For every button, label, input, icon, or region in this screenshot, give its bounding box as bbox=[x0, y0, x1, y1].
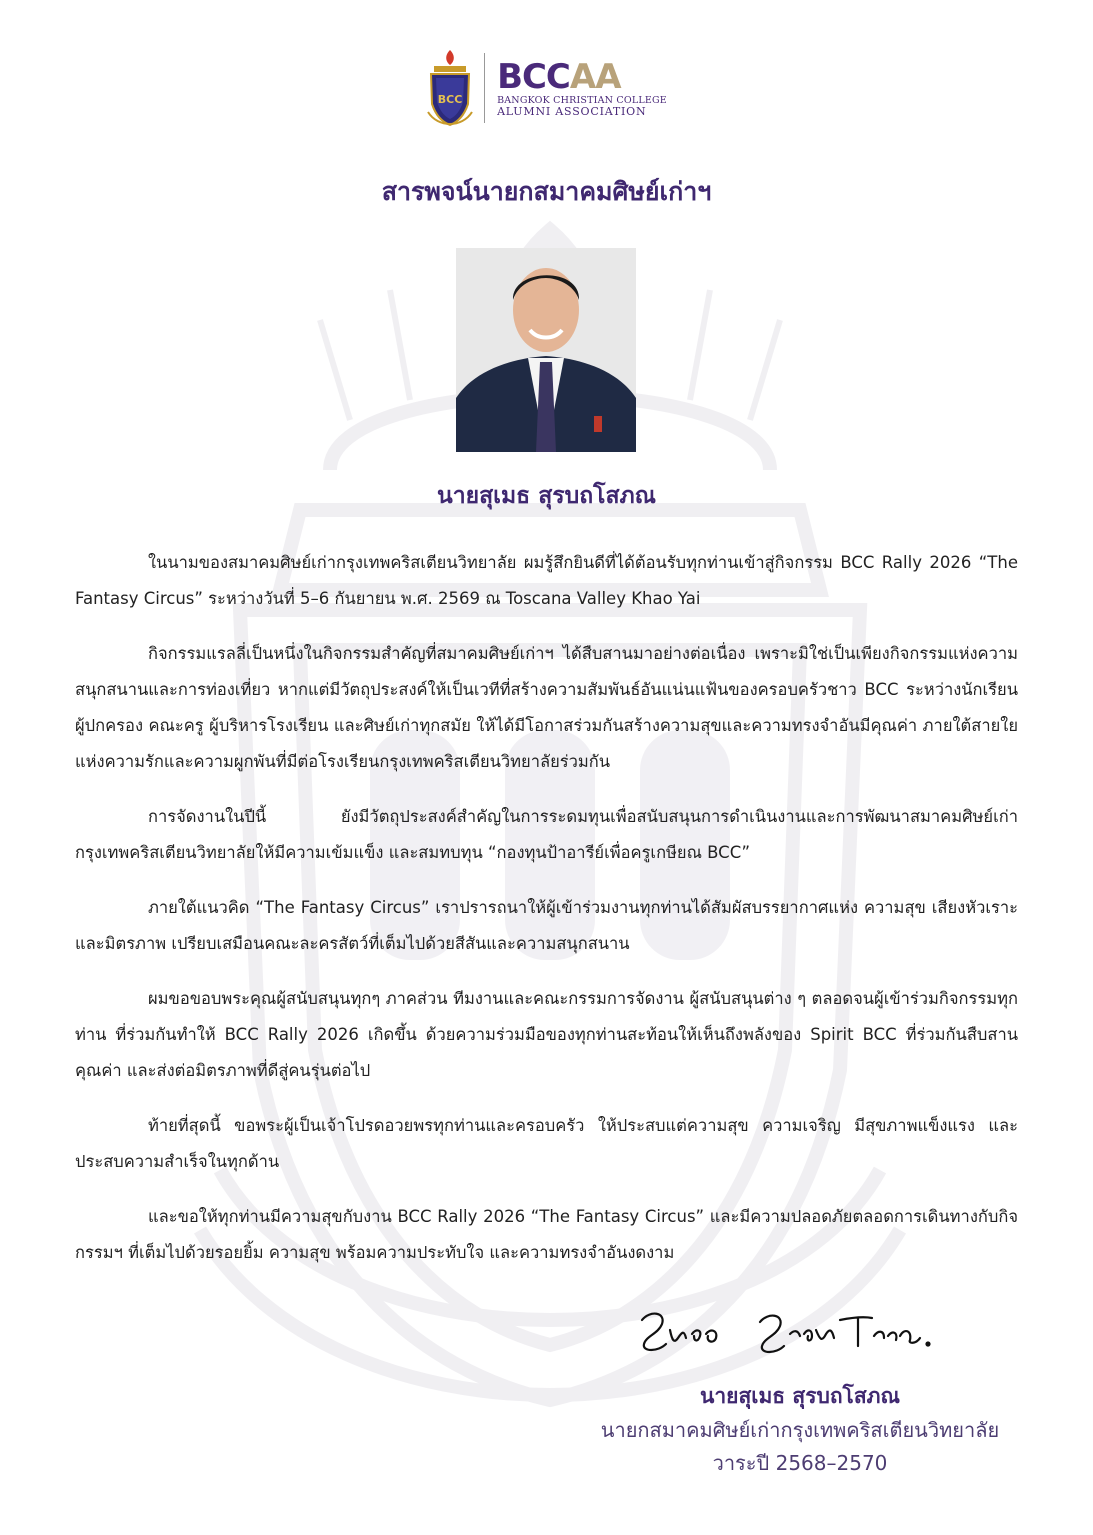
author-name: นายสุเมธ สุรบถโสภณ bbox=[436, 483, 657, 509]
paragraph: ท้ายที่สุดนี้ ขอพระผู้เป็นเจ้าโปรดอวยพรทุกท่านและครอบครัว ให้ประสบแต่ความสุข ความเจริญ มีสุขภาพแข็งแรง และประสบความสำเร็จในทุกด้าน bbox=[75, 1116, 1018, 1171]
bccaa-wordmark: BCCAA bbox=[497, 56, 621, 97]
author-portrait bbox=[456, 248, 636, 452]
paragraph: กิจกรรมแรลลี่เป็นหนึ่งในกิจกรรมสำคัญที่สมาคมศิษย์เก่าฯ ได้สืบสานมาอย่างต่อเนื่อง เพราะมิใช่เป็นเพียงกิจกรรมแห่งความสนุกสนานและการท่องเที่ยว หากแต่มีวัตถุประสงค์ให้เป็นเวทีที่สร้างความสัมพันธ์อันแน่นแฟ้นของครอบครัวชาว BCC ระหว่างนักเรียน ผู้ปกครอง คณะครู ผู้บริหารโรงเรียน และศิษย์เก่าทุกสมัย ให้ได้มีโอกาสร่วมกันสร้างความสุขและความทรงจำอันมีคุณค่า ภายใต้สายใยแห่งความรักและความผูกพันที่มีต่อโรงเรียนกรุงเทพคริสเตียนวิทยาลัยร่วมกัน bbox=[75, 644, 1018, 771]
bccaa-subtitle-2: ALUMNI ASSOCIATION bbox=[497, 104, 647, 118]
handwritten-signature bbox=[636, 1300, 936, 1360]
paragraph: ผมขอขอบพระคุณผู้สนับสนุนทุกๆ ภาคส่วน ทีมงานและคณะกรรมการจัดงาน ผู้สนับสนุนต่าง ๆ ตลอดจนผู้เข้าร่วมกิจกรรมทุกท่าน ที่ร่วมกันทำให้ BCC Rally 2026 เกิดขึ้น ด้วยความร่วมมือของทุกท่านสะท้อนให้เห็นถึงพลังของ Spirit BCC ที่ร่วมกันสืบสานคุณค่า และส่งต่อมิตรภาพที่ดีสู่คนรุ่นต่อไป bbox=[75, 989, 1018, 1080]
crest-letters: BCC bbox=[437, 93, 463, 106]
school-crest-icon bbox=[426, 48, 474, 128]
header-logos bbox=[0, 48, 1093, 128]
letter-body bbox=[75, 545, 1018, 1290]
paragraph: ภายใต้แนวคิด “The Fantasy Circus” เราปรารถนาให้ผู้เข้าร่วมงานทุกท่านได้สัมผัสบรรยากาศแห่ง ความสุข เสียงหัวเราะ และมิตรภาพ เปรียบเสมือนคณะละครสัตว์ที่เต็มไปด้วยสีสันและความสนุกสนาน bbox=[75, 898, 1018, 953]
signoff-position: นายกสมาคมศิษย์เก่ากรุงเทพคริสเตียนวิทยาลัย bbox=[600, 1418, 1000, 1442]
bccaa-subtitle-1: BANGKOK CHRISTIAN COLLEGE bbox=[497, 94, 667, 106]
paragraph: ในนามของสมาคมศิษย์เก่ากรุงเทพคริสเตียนวิทยาลัย ผมรู้สึกยินดีที่ได้ต้อนรับทุกท่านเข้าสู่กิจกรรม BCC Rally 2026 “The Fantasy Circus” ระหว่างวันที่ 5–6 กันยายน พ.ศ. 2569 ณ Toscana Valley Khao Yai bbox=[75, 553, 1018, 608]
paragraph: และขอให้ทุกท่านมีความสุขกับงาน BCC Rally 2026 “The Fantasy Circus” และมีความปลอดภัยตลอดการเดินทางกับกิจกรรมฯ ที่เต็มไปด้วยรอยยิ้ม ความสุข พร้อมความประทับใจ และความทรงจำอันงดงาม bbox=[75, 1207, 1018, 1262]
signoff-name: นายสุเมธ สุรบถโสภณ bbox=[700, 1384, 900, 1408]
signoff-term: วาระปี 2568–2570 bbox=[712, 1451, 888, 1475]
logo-divider bbox=[484, 53, 485, 123]
bccaa-logo bbox=[497, 56, 667, 118]
page-title: สารพจน์นายกสมาคมศิษย์เก่าฯ bbox=[381, 177, 712, 206]
paragraph: การจัดงานในปีนี้ ยังมีวัตถุประสงค์สำคัญในการระดมทุนเพื่อสนับสนุนการดำเนินงานและการพัฒนาสมาคมศิษย์เก่ากรุงเทพคริสเตียนวิทยาลัยให้มีความเข้มแข็ง และสมทบทุน “กองทุนป้าอารีย์เพื่อครูเกษียณ BCC” bbox=[75, 807, 1018, 862]
